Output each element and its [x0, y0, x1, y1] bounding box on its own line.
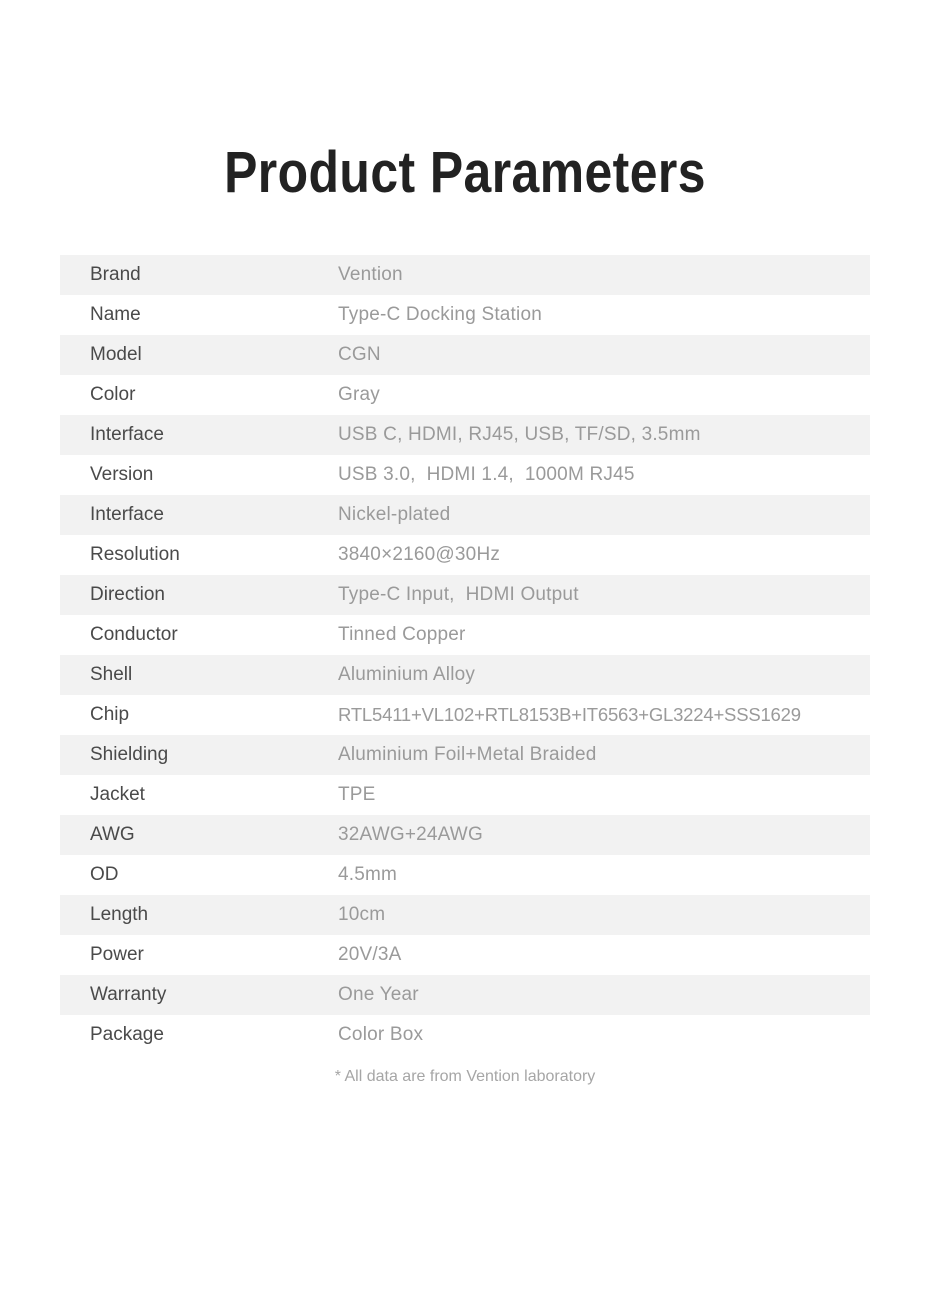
param-value: Type-C Docking Station [338, 304, 542, 325]
param-row-model [60, 335, 870, 375]
param-row-name [60, 295, 870, 335]
param-row-awg [60, 815, 870, 855]
param-label: Name [90, 304, 141, 325]
param-value: RTL5411+VL102+RTL8153B+IT6563+GL3224+SSS1629 [338, 704, 801, 725]
param-row-resolution [60, 535, 870, 575]
param-value: Nickel-plated [338, 504, 451, 525]
param-row-power [60, 935, 870, 975]
param-row-brand [60, 255, 870, 295]
param-value: USB 3.0, HDMI 1.4, 1000M RJ45 [338, 464, 635, 485]
param-value: 20V/3A [338, 944, 402, 965]
param-label: Model [90, 344, 142, 365]
param-row-interface-plating [60, 495, 870, 535]
param-value: 3840×2160@30Hz [338, 544, 501, 565]
param-value: Tinned Copper [338, 624, 466, 645]
param-value: Aluminium Foil+Metal Braided [338, 744, 597, 765]
param-row-warranty [60, 975, 870, 1015]
param-label: AWG [90, 824, 135, 845]
param-value: Gray [338, 384, 380, 405]
param-value: 10cm [338, 904, 386, 925]
param-value: Color Box [338, 1024, 424, 1045]
param-value: 4.5mm [338, 864, 398, 885]
param-value: Type-C Input, HDMI Output [338, 584, 579, 605]
param-row-od [60, 855, 870, 895]
param-row-chip [60, 695, 870, 735]
param-label: Color [90, 384, 136, 405]
param-label: Length [90, 904, 149, 925]
param-value: 32AWG+24AWG [338, 824, 483, 845]
param-row-color [60, 375, 870, 415]
param-label: Interface [90, 424, 164, 445]
param-row-length [60, 895, 870, 935]
param-label: Shell [90, 664, 133, 685]
param-label: Version [90, 464, 154, 485]
param-label: OD [90, 864, 119, 885]
param-label: Interface [90, 504, 164, 525]
param-row-interface [60, 415, 870, 455]
param-row-version [60, 455, 870, 495]
param-label: Package [90, 1024, 164, 1045]
param-label: Conductor [90, 624, 178, 645]
param-label: Resolution [90, 544, 180, 565]
param-label: Warranty [90, 984, 167, 1005]
param-label: Shielding [90, 744, 169, 765]
param-label: Direction [90, 584, 165, 605]
param-value: TPE [338, 784, 376, 805]
param-row-jacket [60, 775, 870, 815]
param-value: One Year [338, 984, 419, 1005]
param-row-package [60, 1015, 870, 1055]
param-label: Jacket [90, 784, 145, 805]
param-value: Vention [338, 264, 403, 285]
param-row-conductor [60, 615, 870, 655]
param-label: Brand [90, 264, 141, 285]
param-value: USB C, HDMI, RJ45, USB, TF/SD, 3.5mm [338, 424, 701, 445]
param-row-shielding [60, 735, 870, 775]
param-row-shell [60, 655, 870, 695]
parameters-table [60, 255, 870, 1055]
param-value: Aluminium Alloy [338, 664, 476, 685]
param-value: CGN [338, 344, 381, 365]
param-label: Power [90, 944, 144, 965]
param-label: Chip [90, 704, 130, 725]
page-title: Product Parameters [224, 140, 706, 205]
param-row-direction [60, 575, 870, 615]
data-source-footnote: * All data are from Vention laboratory [334, 1068, 596, 1085]
